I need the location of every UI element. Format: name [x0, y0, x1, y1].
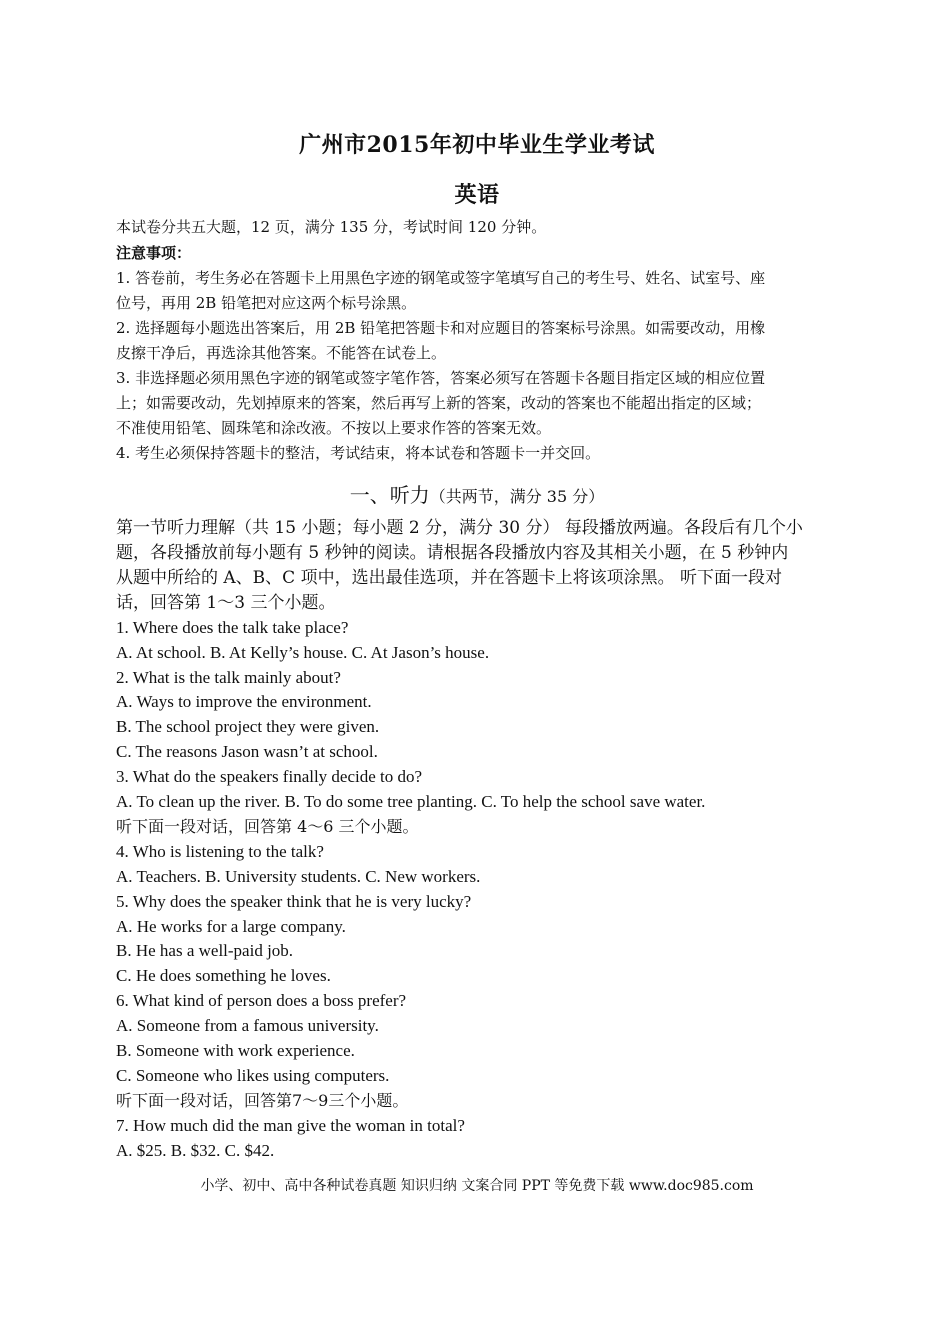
note-3-line-2: 上；如需要改动，先划掉原来的答案，然后再写上新的答案，改动的答案也不能超出指定的区域；: [116, 394, 762, 412]
note-1-line-1: 1. 答卷前，考生务必在答题卡上用黑色字迹的钢笔或签字笔填写自己的考生号、姓名、试室号、座: [116, 269, 766, 287]
section-1-title-note: （共两节，满分 35 分）: [429, 487, 605, 506]
question-line: C. Someone who likes using computers.: [116, 1066, 390, 1085]
notes-heading: 注意事项：: [116, 244, 192, 262]
question-line: 4. Who is listening to the talk?: [116, 842, 324, 861]
note-3-line-1: 3. 非选择题必须用黑色字迹的钢笔或签字笔作答，答案必须写在答题卡各题目指定区域的相应位置: [116, 369, 766, 387]
question-line: A. Someone from a famous university.: [116, 1016, 379, 1035]
instructions-line-2: 题，各段播放前每小题有 5 秒钟的阅读。请根据各段播放内容及其相关小题，在 5 秒钟内: [116, 543, 789, 563]
question-line: A. At school. B. At Kelly’s house. C. At Jason’s house.: [116, 643, 490, 662]
question-line: B. He has a well-paid job.: [116, 941, 294, 960]
note-2-line-2: 皮擦干净后，再选涂其他答案。不能答在试卷上。: [116, 344, 447, 362]
exam-subject: 英语: [454, 182, 500, 208]
question-line: 1. Where does the talk take place?: [116, 618, 349, 637]
note-1-line-2: 位号，再用 2B 铅笔把对应这两个标号涂黑。: [116, 294, 417, 312]
page-footer: 小学、初中、高中各种试卷真题 知识归纳 文案合同 PPT 等免费下载 www.doc985.com: [200, 1178, 754, 1194]
question-line: A. Ways to improve the environment.: [116, 692, 372, 711]
note-4-line-1: 4. 考生必须保持答题卡的整洁，考试结束，将本试卷和答题卡一并交回。: [116, 444, 601, 462]
question-line: C. The reasons Jason wasn’t at school.: [116, 742, 378, 761]
question-line: A. He works for a large company.: [116, 917, 346, 936]
instructions-line-3: 从题中所给的 A、B、C 项中，选出最佳选项，并在答题卡上将该项涂黑。 听下面一段对: [116, 568, 782, 588]
question-line: A. Teachers. B. University students. C. New workers.: [116, 867, 481, 886]
section-instruction: 听下面一段对话，回答第 4～6 三个小题。: [116, 817, 419, 836]
question-line: A. To clean up the river. B. To do some tree planting. C. To help the school save water.: [116, 792, 706, 811]
question-line: 2. What is the talk mainly about?: [116, 668, 341, 687]
question-line: B. The school project they were given.: [116, 717, 380, 736]
question-line: C. He does something he loves.: [116, 966, 331, 985]
section-instruction: 听下面一段对话，回答第7～9三个小题。: [116, 1091, 409, 1110]
note-3-line-3: 不准使用铅笔、圆珠笔和涂改液。不按以上要求作答的答案无效。: [116, 419, 552, 437]
section-1-title-main: 一、听力: [349, 483, 430, 507]
question-line: A. $25. B. $32. C. $42.: [116, 1141, 275, 1160]
question-line: 7. How much did the man give the woman in total?: [116, 1116, 465, 1135]
question-line: B. Someone with work experience.: [116, 1041, 355, 1060]
question-line: 3. What do the speakers finally decide to do?: [116, 767, 423, 786]
question-line: 5. Why does the speaker think that he is very lucky?: [116, 892, 472, 911]
instructions-line-4: 话，回答第 1～3 三个小题。: [116, 593, 336, 613]
question-line: 6. What kind of person does a boss prefer?: [116, 991, 407, 1010]
exam-title: 广州市2015年初中毕业生学业考试: [299, 132, 655, 158]
exam-intro: 本试卷分共五大题，12 页，满分 135 分，考试时间 120 分钟。: [116, 218, 547, 236]
section-1-title: [116, 479, 838, 508]
note-2-line-1: 2. 选择题每小题选出答案后，用 2B 铅笔把答题卡和对应题目的答案标号涂黑。如需要改动，用橡: [116, 319, 766, 337]
instructions-line-1: 第一节听力理解（共 15 小题；每小题 2 分，满分 30 分） 每段播放两遍。各段后有几个小: [116, 518, 803, 538]
